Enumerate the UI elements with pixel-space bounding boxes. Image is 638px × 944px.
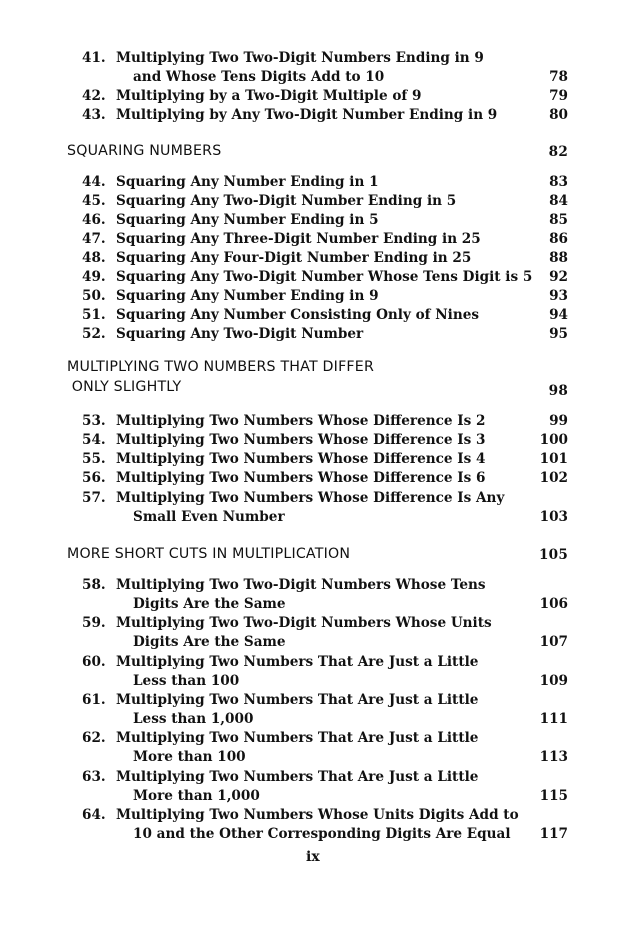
toc-entry	[82, 287, 568, 307]
entry-number: 41.	[82, 50, 106, 66]
entry-title: Multiplying Two Numbers That Are Just a Little	[116, 730, 479, 746]
entry-page: 100	[539, 432, 568, 448]
entry-number: 53.	[82, 413, 106, 429]
entry-page: 88	[549, 250, 568, 266]
entry-number: 49.	[82, 269, 106, 285]
toc-entry	[82, 469, 568, 489]
entry-page: 111	[539, 711, 568, 728]
entry-number: 57.	[82, 490, 106, 506]
entry-title: Squaring Any Number Ending in 1	[116, 174, 379, 190]
entry-number: 63.	[82, 769, 106, 785]
entry-title: Squaring Any Number Consisting Only of Nines	[116, 307, 480, 323]
toc-entry	[82, 306, 568, 326]
entry-number: 46.	[82, 212, 106, 228]
entry-title: Squaring Any Number Ending in 5	[116, 212, 379, 228]
entry-number: 62.	[82, 730, 106, 746]
entry-page: 85	[549, 212, 568, 228]
toc-entry	[82, 614, 568, 654]
page-folio: ix	[306, 849, 320, 865]
section-page: 82	[548, 144, 568, 160]
toc-entry	[82, 230, 568, 250]
entry-title: Squaring Any Three-Digit Number Ending in 25	[116, 231, 481, 247]
entry-page: 115	[539, 788, 568, 805]
entry-title-continued: Less than 100	[133, 673, 240, 690]
toc-entry	[82, 489, 568, 529]
toc-entry	[82, 412, 568, 432]
section-heading	[67, 546, 568, 568]
entry-number: 54.	[82, 432, 106, 448]
entry-title-continued: and Whose Tens Digits Add to 10	[133, 69, 385, 86]
entry-page: 113	[539, 749, 568, 766]
section-heading	[67, 143, 568, 165]
entry-title: Multiplying Two Numbers Whose Difference Is Any	[116, 490, 505, 506]
toc-entry	[82, 106, 568, 126]
entry-number: 64.	[82, 807, 106, 823]
entry-title: Multiplying Two Numbers Whose Difference Is 2	[116, 413, 486, 429]
toc-entry	[82, 249, 568, 269]
entry-title: Multiplying by a Two-Digit Multiple of 9	[116, 88, 422, 104]
entry-page: 80	[549, 107, 568, 123]
entry-page: 99	[549, 413, 568, 429]
entry-number: 43.	[82, 107, 106, 123]
entry-title: Squaring Any Two-Digit Number	[116, 326, 364, 342]
toc-entry	[82, 729, 568, 769]
section-title-continued: ONLY SLIGHTLY	[67, 379, 182, 395]
entry-title: Multiplying Two Numbers That Are Just a Little	[116, 692, 479, 708]
toc-entry	[82, 576, 568, 616]
entry-number: 59.	[82, 615, 106, 631]
entry-title: Multiplying Two Numbers Whose Units Digits Add to	[116, 807, 519, 823]
entry-title: Multiplying Two Two-Digit Numbers Ending in 9	[116, 50, 484, 66]
entry-number: 48.	[82, 250, 106, 266]
section-title: SQUARING NUMBERS	[67, 143, 222, 159]
entry-page: 78	[549, 69, 568, 86]
entry-number: 58.	[82, 577, 106, 593]
entry-page: 101	[539, 451, 568, 467]
section-page: 98	[548, 383, 568, 399]
section-title: MULTIPLYING TWO NUMBERS THAT DIFFER	[67, 359, 375, 375]
entry-title: Multiplying Two Two-Digit Numbers Whose Tens	[116, 577, 486, 593]
entry-number: 52.	[82, 326, 106, 342]
entry-page: 102	[539, 470, 568, 486]
section-page: 105	[539, 547, 568, 563]
entry-number: 45.	[82, 193, 106, 209]
entry-number: 55.	[82, 451, 106, 467]
toc-entry	[82, 691, 568, 731]
toc-entry	[82, 806, 568, 846]
entry-title: Multiplying Two Numbers That Are Just a Little	[116, 654, 479, 670]
entry-number: 50.	[82, 288, 106, 304]
entry-title: Squaring Any Two-Digit Number Ending in 5	[116, 193, 457, 209]
toc-entry	[82, 431, 568, 451]
entry-title: Multiplying by Any Two-Digit Number Ending in 9	[116, 107, 498, 123]
entry-title: Squaring Any Number Ending in 9	[116, 288, 379, 304]
toc-entry	[82, 87, 568, 107]
entry-page: 93	[549, 288, 568, 304]
toc-entry	[82, 325, 568, 345]
entry-page: 94	[549, 307, 568, 323]
toc-entry	[82, 49, 568, 89]
entry-title: Multiplying Two Numbers That Are Just a Little	[116, 769, 479, 785]
entry-title-continued: Digits Are the Same	[133, 596, 286, 613]
toc-entry	[82, 768, 568, 808]
entry-page: 117	[539, 826, 568, 843]
section-title: MORE SHORT CUTS IN MULTIPLICATION	[67, 546, 351, 562]
entry-page: 84	[549, 193, 568, 209]
entry-number: 51.	[82, 307, 106, 323]
entry-page: 86	[549, 231, 568, 247]
toc-entry	[82, 192, 568, 212]
entry-title: Multiplying Two Two-Digit Numbers Whose Units	[116, 615, 492, 631]
entry-title: Multiplying Two Numbers Whose Difference Is 3	[116, 432, 486, 448]
entry-title: Multiplying Two Numbers Whose Difference Is 4	[116, 451, 486, 467]
entry-page: 95	[549, 326, 568, 342]
entry-page: 83	[549, 174, 568, 190]
entry-page: 109	[539, 673, 568, 690]
entry-number: 47.	[82, 231, 106, 247]
entry-number: 56.	[82, 470, 106, 486]
entry-title: Squaring Any Four-Digit Number Ending in 25	[116, 250, 472, 266]
entry-title-continued: Digits Are the Same	[133, 634, 286, 651]
entry-number: 61.	[82, 692, 106, 708]
entry-number: 60.	[82, 654, 106, 670]
entry-page: 92	[549, 269, 568, 285]
entry-title-continued: Small Even Number	[133, 509, 285, 526]
entry-title-continued: More than 100	[133, 749, 246, 766]
entry-page: 103	[539, 509, 568, 526]
entry-title: Multiplying Two Numbers Whose Difference Is 6	[116, 470, 486, 486]
entry-page: 107	[539, 634, 568, 651]
toc-entry	[82, 268, 568, 288]
entry-title-continued: 10 and the Other Corresponding Digits Are Equal	[133, 826, 511, 843]
entry-number: 42.	[82, 88, 106, 104]
entry-title: Squaring Any Two-Digit Number Whose Tens Digit is 5	[116, 269, 533, 285]
section-heading	[67, 359, 568, 403]
toc-entry	[82, 211, 568, 231]
entry-number: 44.	[82, 174, 106, 190]
toc-entry	[82, 173, 568, 193]
entry-page: 79	[549, 88, 568, 104]
entry-title-continued: Less than 1,000	[133, 711, 254, 728]
entry-title-continued: More than 1,000	[133, 788, 260, 805]
toc-entry	[82, 450, 568, 470]
toc-entry	[82, 653, 568, 693]
entry-page: 106	[539, 596, 568, 613]
